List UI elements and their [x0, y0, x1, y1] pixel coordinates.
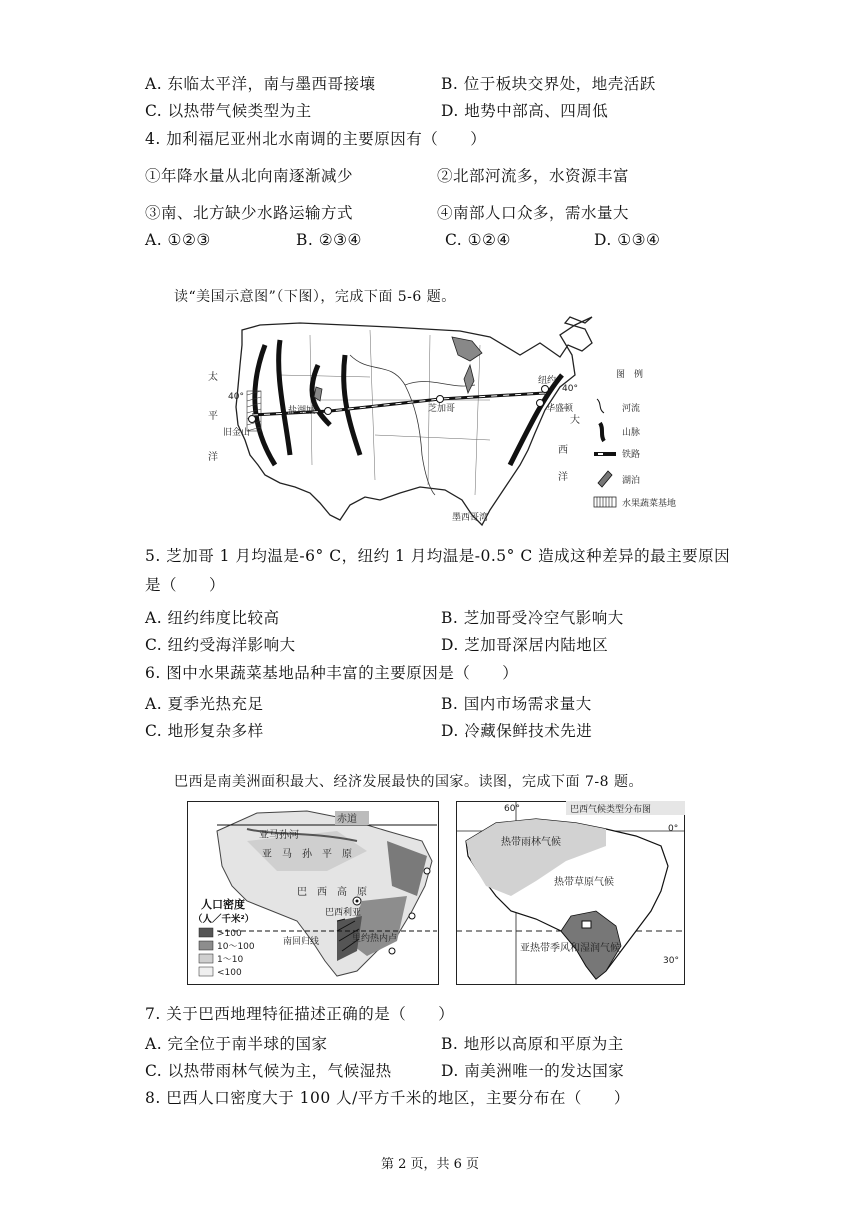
- city-chicago: [437, 396, 444, 403]
- q4-option-b[interactable]: B. ②③④: [296, 231, 362, 249]
- mountain-range-west-2: [279, 340, 290, 455]
- q5-option-a[interactable]: A. 纽约纬度比较高: [145, 609, 280, 627]
- q4-stem: 4. 加利福尼亚州北水南调的主要原因有（ ）: [145, 130, 487, 148]
- label-pacific-1: 太: [208, 372, 218, 383]
- city-sanfrancisco: [249, 416, 256, 423]
- city-newyork: [542, 386, 549, 393]
- label-lat30: 30°: [663, 956, 679, 966]
- label-atlantic-3: 洋: [558, 472, 568, 483]
- q4-statement-1: ①年降水量从北向南逐渐减少: [145, 167, 354, 185]
- label-sanfrancisco: 旧金山: [223, 428, 251, 438]
- q5-stem-line2: 是（ ）: [145, 576, 226, 594]
- label-amazon-plain: 亚 马 孙 平 原: [262, 849, 352, 860]
- label-lat0: 0°: [668, 824, 679, 834]
- label-gulf-of-mexico: 墨西哥湾: [452, 513, 489, 523]
- label-pacific-2: 平: [208, 411, 218, 422]
- label-brasilia: 巴西利亚: [325, 908, 362, 918]
- brazil-climate-map: [456, 801, 685, 985]
- mountain-range-west-1: [255, 345, 275, 465]
- q3-option-c[interactable]: C. 以热带气候类型为主: [145, 102, 312, 120]
- label-pacific-3: 洋: [208, 452, 218, 463]
- label-lat40-east: 40°: [562, 384, 578, 394]
- label-savanna: 热带草原气候: [554, 877, 614, 888]
- q5-option-c[interactable]: C. 纽约受海洋影响大: [145, 636, 296, 654]
- svg-text:<100: <100: [217, 968, 242, 978]
- great-lakes: [452, 337, 482, 361]
- label-atlantic-1: 大: [570, 415, 580, 426]
- q3-option-d[interactable]: D. 地势中部高、四周低: [441, 102, 609, 120]
- brazil-map-intro: 巴西是南美洲面积最大、经济发展最快的国家。读图，完成下面 7-8 题。: [174, 774, 643, 790]
- label-lat40-west: 40°: [228, 392, 244, 402]
- label-tropic: 南回归线: [283, 937, 320, 947]
- q7-option-c[interactable]: C. 以热带雨林气候为主，气候湿热: [145, 1062, 392, 1080]
- q5-stem-line1: 5. 芝加哥 1 月均温是-6° C，纽约 1 月均温是-0.5° C 造成这种差异的最主要原因: [145, 547, 731, 565]
- q8-stem: 8. 巴西人口密度大于 100 人/平方千米的地区，主要分布在（ ）: [145, 1089, 630, 1107]
- q4-option-c[interactable]: C. ①②④: [445, 231, 511, 249]
- svg-text:（人／千米²）: （人／千米²）: [193, 914, 255, 925]
- svg-text:水果蔬菜基地: 水果蔬菜基地: [622, 499, 677, 509]
- q6-stem: 6. 图中水果蔬菜基地品种丰富的主要原因是（ ）: [145, 664, 519, 682]
- q3-option-a[interactable]: A. 东临太平洋，南与墨西哥接壤: [145, 75, 376, 93]
- label-subtropical: 亚热带季风和湿润气候: [520, 943, 620, 954]
- q7-stem: 7. 关于巴西地理特征描述正确的是（ ）: [145, 1005, 455, 1023]
- legend-title: 图 例: [616, 370, 644, 380]
- q7-option-b[interactable]: B. 地形以高原和平原为主: [441, 1035, 624, 1053]
- q5-option-d[interactable]: D. 芝加哥深居内陆地区: [441, 636, 609, 654]
- railway-icon: [594, 452, 616, 456]
- q4-option-a[interactable]: A. ①②③: [145, 231, 211, 249]
- label-rio: 里约热内卢: [352, 934, 398, 944]
- label-chicago: 芝加哥: [428, 404, 456, 414]
- city-washington: [537, 400, 544, 407]
- lake-icon: [598, 471, 612, 487]
- city-saltlake: [325, 408, 332, 415]
- svg-text:湖泊: 湖泊: [622, 476, 641, 486]
- label-saltlake: 盐湖城: [288, 406, 316, 416]
- mountain-range-rocky-2: [344, 355, 360, 455]
- usa-map: [190, 315, 680, 530]
- q5-option-b[interactable]: B. 芝加哥受冷空气影响大: [441, 609, 624, 627]
- q4-statement-4: ④南部人口众多，需水量大: [437, 204, 630, 222]
- label-newyork: 纽约: [538, 376, 557, 386]
- q4-statement-3: ③南、北方缺少水路运输方式: [145, 204, 354, 222]
- svg-text:山脉: 山脉: [622, 428, 641, 438]
- label-atlantic-2: 西: [558, 445, 568, 456]
- q6-option-b[interactable]: B. 国内市场需求量大: [441, 695, 592, 713]
- label-lon60: 60°: [504, 804, 520, 814]
- q3-option-b[interactable]: B. 位于板块交界处，地壳活跃: [441, 75, 656, 93]
- page-footer: 第 2 页，共 6 页: [380, 1157, 480, 1172]
- q6-option-d[interactable]: D. 冷藏保鲜技术先进: [441, 722, 593, 740]
- label-rainforest: 热带雨林气候: [501, 837, 561, 848]
- label-brazil-plateau: 巴 西 高 原: [297, 887, 367, 898]
- svg-text:10～100: 10～100: [217, 942, 255, 952]
- usa-legend: [594, 368, 676, 509]
- label-equator: 赤道: [337, 814, 357, 825]
- mountain-icon: [600, 423, 604, 441]
- svg-text:>100: >100: [217, 929, 242, 939]
- svg-text:1～10: 1～10: [217, 955, 244, 965]
- q4-option-d[interactable]: D. ①③④: [594, 231, 661, 249]
- usa-map-intro: 读“美国示意图”（下图），完成下面 5-6 题。: [174, 289, 456, 305]
- q6-option-a[interactable]: A. 夏季光热充足: [145, 695, 264, 713]
- label-amazon-river: 亚马孙河: [259, 830, 299, 841]
- svg-text:人口密度: 人口密度: [201, 898, 245, 911]
- mountain-range-appalachian: [510, 375, 562, 465]
- svg-text:铁路: 铁路: [622, 450, 641, 460]
- climate-map-title: 巴西气候类型分布图: [570, 805, 652, 815]
- q6-option-c[interactable]: C. 地形复杂多样: [145, 722, 264, 740]
- brazil-population-map: [187, 801, 439, 985]
- label-washington: 华盛顿: [546, 404, 574, 414]
- q7-option-d[interactable]: D. 南美洲唯一的发达国家: [441, 1062, 625, 1080]
- river-icon: [597, 399, 604, 413]
- q7-option-a[interactable]: A. 完全位于南半球的国家: [145, 1035, 328, 1053]
- q4-statement-2: ②北部河流多，水资源丰富: [437, 167, 630, 185]
- svg-text:河流: 河流: [622, 404, 641, 414]
